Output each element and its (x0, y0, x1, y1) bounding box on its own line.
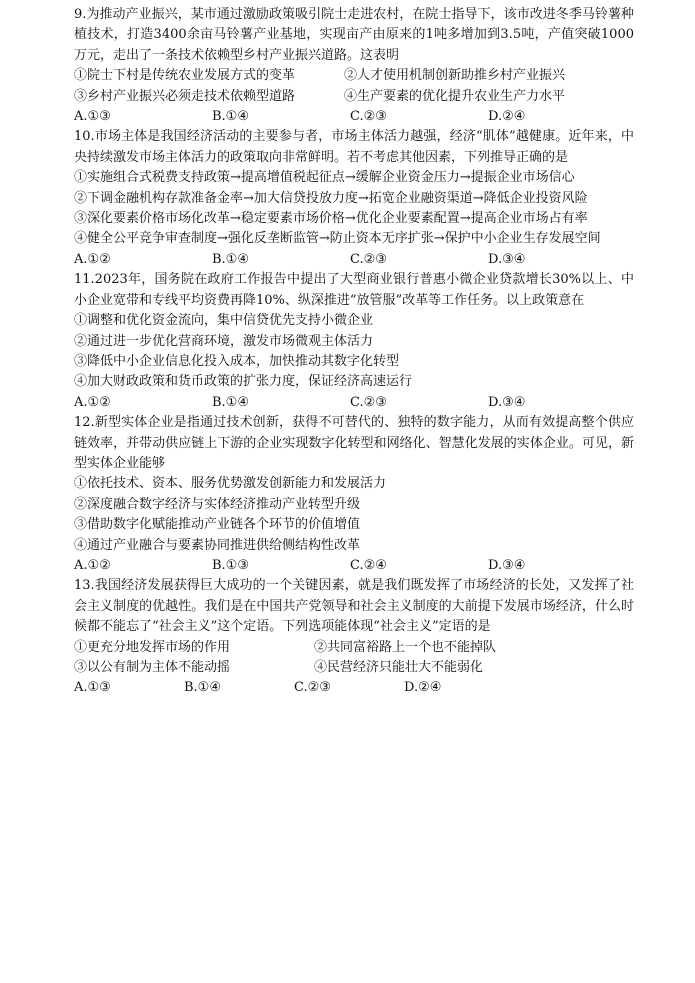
answer-option-a: A.①② (74, 251, 111, 267)
answer-option-a: A.①③ (74, 109, 111, 125)
statement: ④生产要素的优化提升农业生产力水平 (344, 88, 566, 104)
statement: ③以公有制为主体不能动摇 (74, 660, 231, 675)
question-stem: 9.为推动产业振兴，某市通过激励政策吸引院士走进农村，在院士指导下，该市改进冬季马铃薯种植技术，打造3400余亩马铃薯产业基地，实现亩产由原来的1吨多增加到3.5吨，产值突破1000万元，走出了一条技术依赖型乡村产业振兴道路。这表明 (74, 7, 634, 63)
question-11 (74, 270, 634, 413)
statement: ①院士下村是传统农业发展方式的变革 (74, 68, 296, 84)
question-stem: 11.2023年，国务院在政府工作报告中提出了大型商业银行普惠小微企业贷款增长30%以上、中小企业宽带和专线平均资费再降10%、纵深推进“放管服”改革等工作任务。以上政策意在 (74, 272, 634, 308)
answer-option-c: C.②③ (350, 251, 387, 267)
question-stem: 10.市场主体是我国经济活动的主要参与者，市场主体活力越强，经济“肌体”越健康。近年来，中央持续激发市场主体活力的政策取向非常鲜明。若不考虑其他因素，下列推导正确的是 (74, 129, 634, 165)
answer-option-d: D.③④ (488, 557, 526, 573)
statement-row (74, 658, 634, 678)
statement: ③降低中小企业信息化投入成本，加快推动其数字化转型 (74, 353, 400, 369)
answer-options (74, 678, 634, 698)
answer-option-c: C.②③ (350, 394, 387, 410)
exam-page (74, 5, 634, 699)
statement: ②共同富裕路上一个也不能掉队 (314, 639, 497, 655)
statement: ①实施组合式税费支持政策→提高增值税起征点→缓解企业资金压力→提振企业市场信心 (74, 170, 575, 186)
statement: ④加大财政政策和货币政策的扩张力度，保证经济高速运行 (74, 374, 413, 390)
statement: ③乡村产业振兴必须走技术依赖型道路 (74, 88, 296, 104)
answer-option-c: C.②③ (294, 680, 331, 696)
statement: ②通过进一步优化营商环境，激发市场微观主体活力 (74, 333, 374, 349)
answer-option-b: B.①④ (184, 680, 221, 696)
question-stem: 12.新型实体企业是指通过技术创新，获得不可替代的、独特的数字能力，从而有效提高整个供应链效率，并带动供应链上下游的企业实现数字化转型和网络化、智慧化发展的实体企业。可见，新型实体企业能够 (74, 415, 634, 471)
question-stem: 13.我国经济发展获得巨大成功的一个关键因素，就是我们既发挥了市场经济的长处，又发挥了社会主义制度的优越性。我们是在中国共产党领导和社会主义制度的大前提下发展市场经济，什么时候都不能忘了“社会主义”这个定语。下列选项能体现“社会主义”定语的是 (74, 578, 634, 635)
statement: ③借助数字化赋能推动产业链各个环节的价值增值 (74, 517, 361, 533)
answer-option-b: B.①④ (212, 251, 249, 267)
question-13 (74, 576, 634, 698)
statement: ③深化要素价格市场化改革→稳定要素市场价格→优化企业要素配置→提高企业市场占有率 (74, 211, 588, 227)
answer-option-c: C.②③ (350, 109, 387, 125)
answer-option-b: B.①③ (212, 557, 249, 573)
statement: ②深度融合数字经济与实体经济推动产业转型升级 (74, 496, 361, 512)
answer-options (74, 556, 634, 576)
statement: ①依托技术、资本、服务优势激发创新能力和发展活力 (74, 476, 387, 492)
answer-option-a: A.①② (74, 394, 111, 410)
question-9 (74, 5, 634, 127)
statement-row (74, 638, 634, 658)
statement: ②人才使用机制创新助推乡村产业振兴 (344, 68, 566, 84)
answer-option-b: B.①④ (212, 109, 249, 125)
question-10 (74, 127, 634, 270)
answer-option-b: B.①④ (212, 394, 249, 410)
statement: ④民营经济只能壮大不能弱化 (314, 660, 484, 675)
answer-option-a: A.①② (74, 557, 111, 573)
answer-option-c: C.②④ (350, 557, 387, 573)
answer-options (74, 250, 634, 270)
statement: ④健全公平竞争审查制度→强化反垄断监管→防止资本无序扩张→保护中小企业生存发展空间 (74, 231, 601, 247)
statement: ①更充分地发挥市场的作用 (74, 639, 231, 655)
answer-option-d: D.②④ (404, 680, 442, 696)
answer-options (74, 393, 634, 413)
answer-option-d: D.②④ (488, 109, 526, 125)
statement-row (74, 87, 634, 107)
statement: ④通过产业融合与要素协同推进供给侧结构性改革 (74, 537, 361, 553)
answer-option-d: D.③④ (488, 251, 526, 267)
question-12 (74, 413, 634, 576)
answer-option-a: A.①③ (74, 680, 111, 696)
answer-options (74, 107, 634, 127)
statement-row (74, 66, 634, 86)
statement: ②下调金融机构存款准备金率→加大信贷投放力度→拓宽企业融资渠道→降低企业投资风险 (74, 190, 588, 206)
answer-option-d: D.③④ (488, 394, 526, 410)
statement: ①调整和优化资金流向，集中信贷优先支持小微企业 (74, 313, 374, 329)
